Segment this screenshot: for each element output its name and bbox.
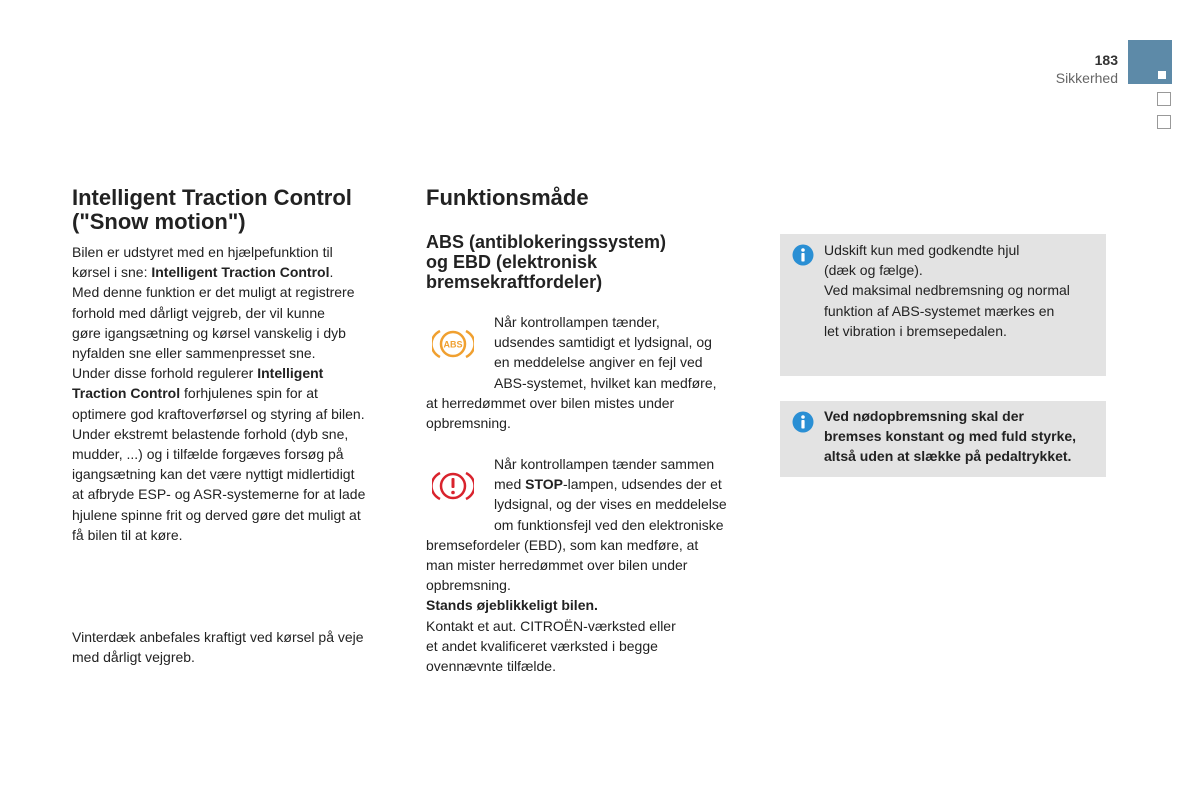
text-span: med	[494, 476, 526, 493]
heading-line: bremsekraftfordeler)	[426, 272, 603, 292]
text-line: nyfalden sne eller sammenpresset sne.	[72, 345, 316, 362]
text-line: Ved maksimal nedbremsning og normal	[824, 282, 1070, 299]
text-line: igangsætning kan det være nyttigt midlertidigt	[72, 466, 355, 483]
warning-line	[426, 595, 766, 615]
heading-line: og EBD (elektronisk	[426, 252, 598, 272]
text-line: let vibration i bremsepedalen.	[824, 322, 1007, 339]
text-line: Bilen er udstyret med en hjælpefunktion til	[72, 244, 333, 260]
text-line: man mister herredømmet over bilen under	[426, 557, 688, 574]
section-tab-marker	[1158, 71, 1166, 79]
text-line: bremsefordeler (EBD), som kan medføre, at	[426, 536, 699, 553]
text-line	[72, 363, 407, 383]
text-line	[72, 383, 407, 403]
info-icon	[792, 411, 814, 433]
text-line: bremses konstant og med fuld styrke,	[824, 428, 1077, 445]
text-span: kørsel i sne:	[72, 264, 152, 281]
page-number: 183	[1094, 52, 1118, 68]
text-line: mudder, ...) og i tilfælde forgæves forsøg på	[72, 446, 344, 463]
text-line: altså uden at slække på pedaltrykket.	[824, 448, 1072, 465]
text-span: .	[329, 264, 334, 281]
text-line: gøre igangsætning og kørsel vanskelig i dyb	[72, 324, 346, 341]
text-line	[426, 474, 766, 494]
heading-line: ABS (antiblokeringssystem)	[426, 232, 667, 252]
text-line: forhold med dårligt vejgreb, der vil kunne	[72, 304, 325, 321]
text-line: Udskift kun med godkendte hjul	[824, 242, 1020, 258]
text-line: funktion af ABS-systemet mærkes en	[824, 302, 1055, 319]
info-box-text	[824, 240, 1096, 341]
text-line: Når kontrollampen tænder,	[494, 314, 660, 330]
text-line: at herredømmet over bilen mistes under	[426, 394, 675, 411]
text-line: ABS-systemet, hvilket kan medføre,	[494, 374, 717, 391]
text-line: få bilen til at køre.	[72, 526, 183, 543]
title-line: ("Snow motion")	[72, 209, 246, 234]
text-line: opbremsning.	[426, 415, 511, 432]
bold-term: Traction Control	[72, 385, 181, 402]
section-name: Sikkerhed	[1055, 70, 1118, 86]
text-line: med dårligt vejgreb.	[72, 649, 195, 666]
ebd-paragraph	[426, 454, 766, 676]
text-line	[72, 262, 407, 282]
info-box	[780, 234, 1106, 376]
text-span: forhjulenes spin for at	[180, 385, 318, 402]
bold-warning: Stands øjeblikkeligt bilen.	[426, 597, 598, 614]
info-box	[780, 401, 1106, 477]
bold-term: STOP	[525, 476, 563, 493]
text-line: opbremsning.	[426, 577, 511, 594]
text-line: et andet kvalificeret værksted i begge	[426, 637, 658, 654]
text-line: optimere god kraftoverførsel og styring af bilen.	[72, 405, 365, 422]
text-line: Ved nødopbremsning skal der	[824, 408, 1024, 424]
text-line: Under ekstremt belastende forhold (dyb sne,	[72, 425, 349, 442]
text-line: om funktionsfejl ved den elektroniske	[494, 516, 724, 533]
abs-icon-label: ABS	[443, 339, 463, 350]
text-line: Vinterdæk anbefales kraftigt ved kørsel på veje	[72, 629, 364, 645]
text-line: en meddelelse angiver en fejl ved	[494, 354, 703, 371]
text-line: Når kontrollampen tænder sammen	[494, 456, 715, 472]
text-line: lydsignal, og der vises en meddelelse	[494, 496, 727, 513]
text-span: Under disse forhold regulerer	[72, 365, 258, 382]
section-square-empty	[1157, 115, 1171, 129]
text-line: hjulene spinne frit og derved gøre det muligt at	[72, 506, 361, 523]
text-line: (dæk og fælge).	[824, 262, 923, 279]
abs-paragraph	[426, 312, 766, 433]
text-line: Kontakt et aut. CITROËN-værksted eller	[426, 617, 676, 634]
text-span: -lampen, udsendes der et	[563, 476, 722, 493]
bold-term: Intelligent	[257, 365, 324, 382]
text-line: Med denne funktion er det muligt at registrere	[72, 284, 355, 301]
section-title	[72, 186, 402, 234]
section-square-empty	[1157, 92, 1171, 106]
function-heading: Funktionsmåde	[426, 185, 589, 210]
text-line: udsendes samtidigt et lydsignal, og	[494, 334, 712, 351]
bold-term: Intelligent Traction Control	[151, 264, 330, 281]
abs-ebd-heading	[426, 232, 746, 292]
title-line: Intelligent Traction Control	[72, 185, 352, 210]
info-icon	[792, 244, 814, 266]
winter-tyre-note	[72, 627, 407, 667]
text-line: ovennævnte tilfælde.	[426, 658, 556, 675]
intro-paragraph	[72, 242, 407, 545]
info-box-text	[824, 406, 1096, 467]
text-line: at afbryde ESP- og ASR-systemerne for at lade	[72, 486, 366, 503]
